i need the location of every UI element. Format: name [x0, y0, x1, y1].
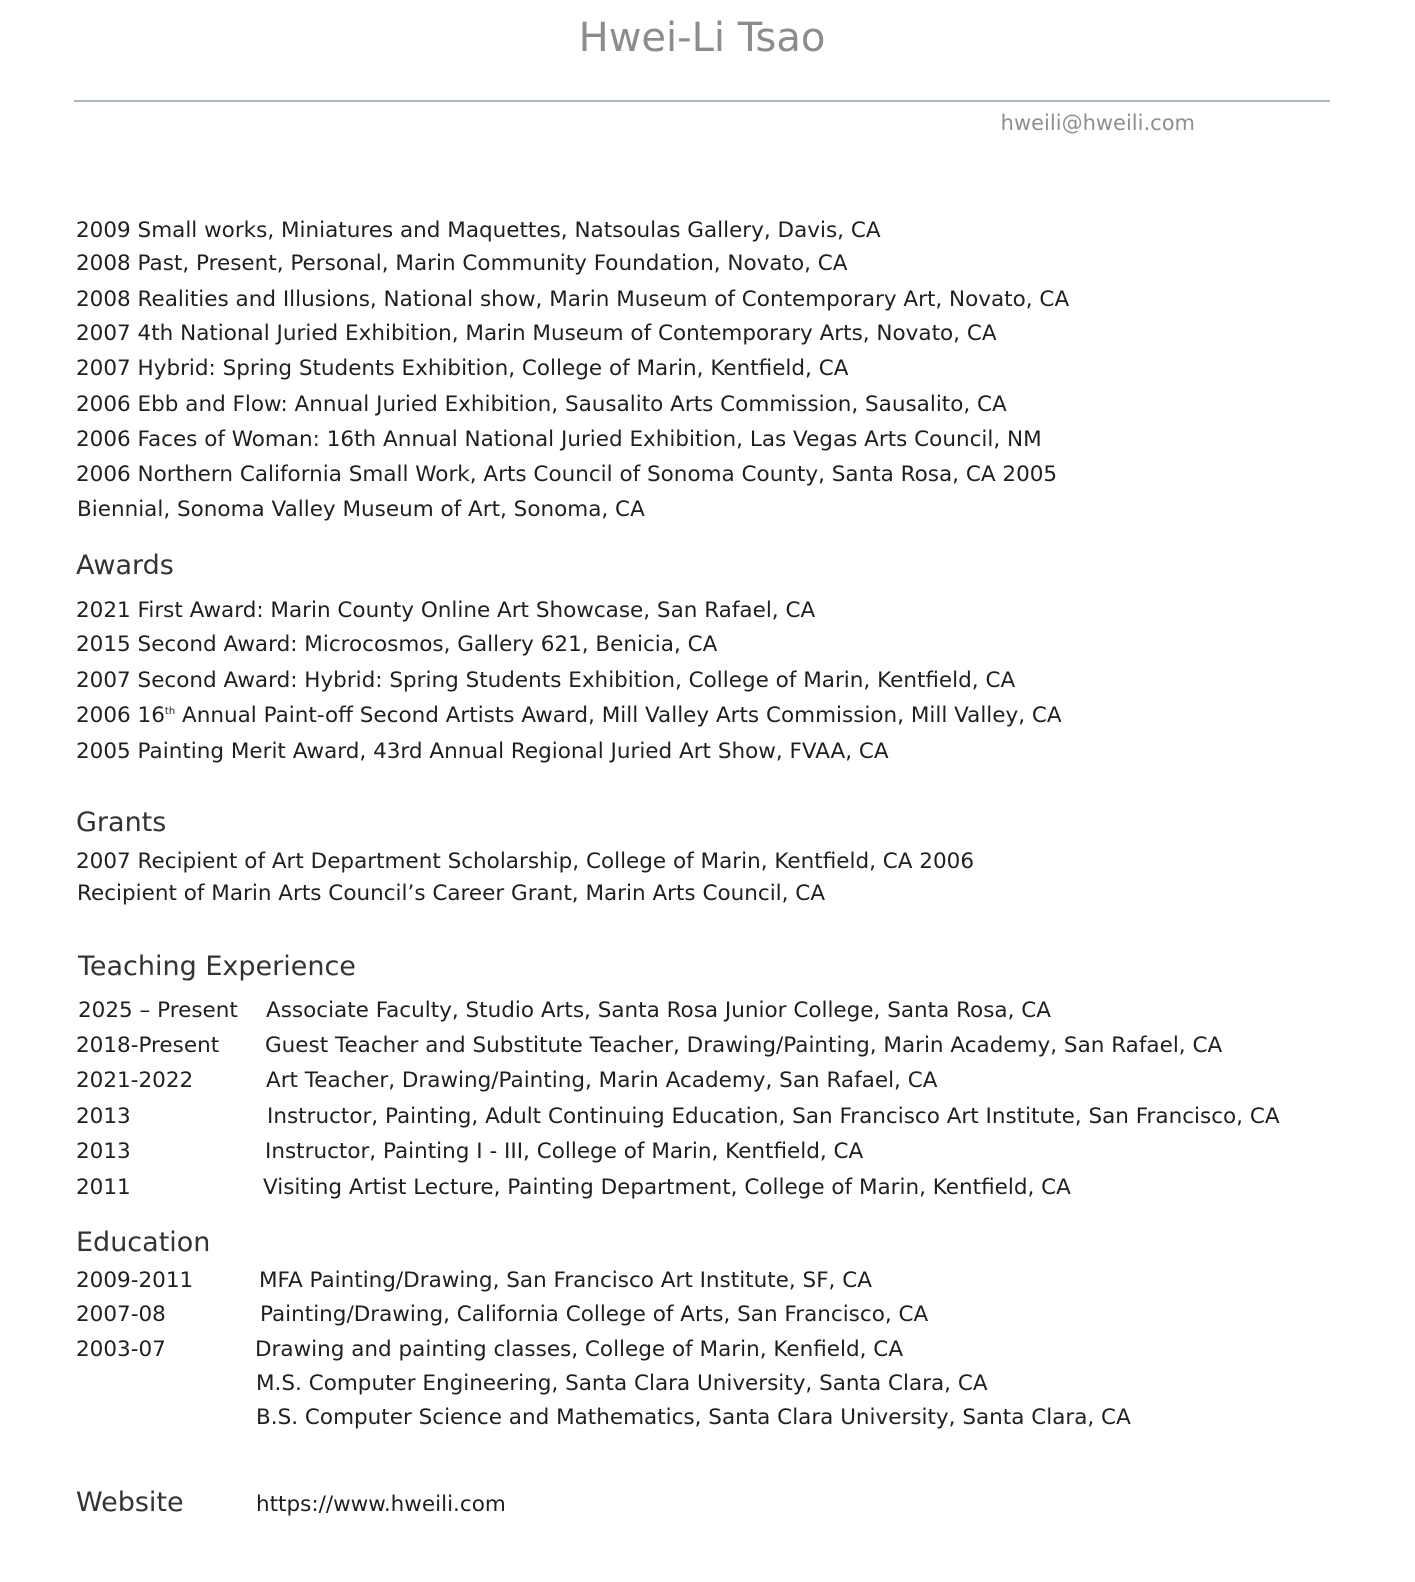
education-years: 2009-2011 [76, 1268, 194, 1293]
teaching-years: 2013 [76, 1104, 131, 1129]
education-years: 2007-08 [76, 1302, 166, 1327]
education-description: MFA Painting/Drawing, San Francisco Art Institute, SF, CA [259, 1268, 872, 1293]
grants-heading: Grants [76, 807, 167, 838]
exhibition-item: 2006 Ebb and Flow: Annual Juried Exhibition, Sausalito Arts Commission, Sausalito, CA [76, 392, 1007, 417]
award-item-suffix: Annual Paint-off Second Artists Award, Mill Valley Arts Commission, Mill Valley, CA [175, 703, 1062, 728]
teaching-years: 2013 [76, 1139, 131, 1164]
teaching-description: Associate Faculty, Studio Arts, Santa Rosa Junior College, Santa Rosa, CA [266, 998, 1051, 1023]
teaching-description: Art Teacher, Drawing/Painting, Marin Academy, San Rafael, CA [266, 1068, 938, 1093]
teaching-years: 2025 – Present [78, 998, 238, 1023]
teaching-description: Instructor, Painting I - III, College of Marin, Kentfield, CA [265, 1139, 864, 1164]
exhibition-item: 2007 4th National Juried Exhibition, Marin Museum of Contemporary Arts, Novato, CA [76, 321, 997, 346]
award-item [76, 703, 1062, 729]
award-item: 2015 Second Award: Microcosmos, Gallery 621, Benicia, CA [76, 632, 718, 657]
exhibition-item: 2009 Small works, Miniatures and Maquettes, Natsoulas Gallery, Davis, CA [76, 218, 881, 243]
grant-item: Recipient of Marin Arts Council’s Career Grant, Marin Arts Council, CA [77, 881, 826, 906]
award-item-prefix: 2006 16 [76, 703, 165, 728]
teaching-years: 2021-2022 [76, 1068, 194, 1093]
teaching-description: Instructor, Painting, Adult Continuing Education, San Francisco Art Institute, San Francisco, CA [267, 1104, 1280, 1129]
ordinal-suffix: th [164, 705, 176, 717]
exhibition-item: 2008 Past, Present, Personal, Marin Community Foundation, Novato, CA [76, 251, 848, 276]
education-years: 2003-07 [76, 1337, 166, 1362]
teaching-years: 2011 [76, 1175, 131, 1200]
teaching-description: Guest Teacher and Substitute Teacher, Drawing/Painting, Marin Academy, San Rafael, CA [265, 1033, 1223, 1058]
teaching-heading: Teaching Experience [78, 951, 356, 982]
teaching-description: Visiting Artist Lecture, Painting Department, College of Marin, Kentfield, CA [263, 1175, 1071, 1200]
exhibition-item: 2008 Realities and Illusions, National show, Marin Museum of Contemporary Art, Novato, CA [76, 287, 1070, 312]
teaching-years: 2018-Present [76, 1033, 220, 1058]
grant-item: 2007 Recipient of Art Department Scholarship, College of Marin, Kentfield, CA 2006 [76, 849, 975, 874]
exhibition-item: 2006 Faces of Woman: 16th Annual National Juried Exhibition, Las Vegas Arts Council, NM [76, 427, 1042, 452]
exhibition-item: 2007 Hybrid: Spring Students Exhibition, College of Marin, Kentfield, CA [76, 356, 849, 381]
exhibition-item: 2006 Northern California Small Work, Arts Council of Sonoma County, Santa Rosa, CA 2005 [76, 462, 1058, 487]
awards-heading: Awards [76, 550, 174, 581]
page-title: Hwei-Li Tsao [578, 15, 826, 61]
website-heading: Website [76, 1487, 184, 1518]
education-heading: Education [76, 1227, 211, 1258]
award-item: 2021 First Award: Marin County Online Art Showcase, San Rafael, CA [76, 598, 816, 623]
exhibition-item: Biennial, Sonoma Valley Museum of Art, Sonoma, CA [77, 497, 645, 522]
education-description: M.S. Computer Engineering, Santa Clara University, Santa Clara, CA [256, 1371, 988, 1396]
education-description: B.S. Computer Science and Mathematics, Santa Clara University, Santa Clara, CA [256, 1405, 1131, 1430]
header-divider [74, 100, 1330, 102]
education-description: Painting/Drawing, California College of Arts, San Francisco, CA [260, 1302, 929, 1327]
email-link[interactable]: hweili@hweili.com [1000, 111, 1195, 135]
award-item: 2007 Second Award: Hybrid: Spring Students Exhibition, College of Marin, Kentfield, CA [76, 668, 1016, 693]
education-description: Drawing and painting classes, College of Marin, Kenfield, CA [255, 1337, 904, 1362]
website-link[interactable]: https://www.hweili.com [256, 1492, 506, 1517]
award-item: 2005 Painting Merit Award, 43rd Annual Regional Juried Art Show, FVAA, CA [76, 739, 889, 764]
